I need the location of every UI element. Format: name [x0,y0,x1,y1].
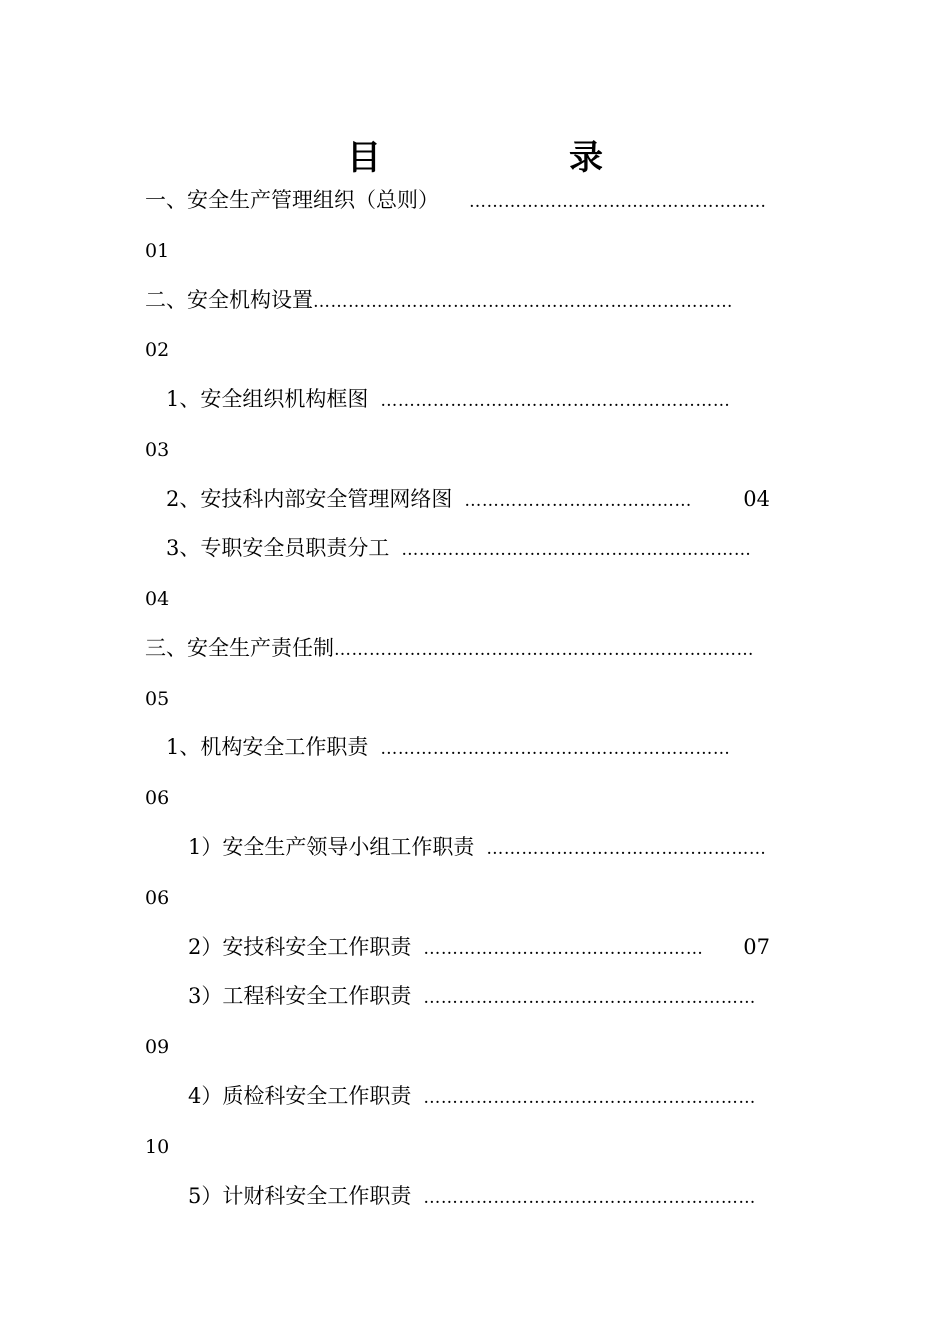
toc-leader-dots: ………………………………………………… [423,1188,756,1208]
toc-entry [166,533,803,565]
toc-leader-dots: ……………………………………………………………… [334,640,754,660]
toc-entry [166,732,803,764]
page-title: 目 录 [347,138,643,178]
toc-entry-page: 04 [145,588,170,610]
toc-entry-page: 09 [145,1036,170,1058]
toc-entry-label: 一、安全生产管理组织（总则） [145,188,439,212]
toc-entry [188,832,803,864]
toc-entry-label: 4）质检科安全工作职责 [188,1084,412,1108]
toc-leader-dots: ………………………………………… [423,939,704,959]
toc-leader-dots: ………………………………… [464,491,692,511]
toc-leader-dots: …………………………………………………… [380,739,731,759]
toc-entry-label: 1）安全生产领导小组工作职责 [188,835,475,859]
toc-entry-page: 06 [145,787,170,809]
toc-leader-dots: ………………………………………………… [423,1088,756,1108]
toc-entry-page: 02 [145,339,170,361]
toc-entry [188,1081,803,1113]
toc-leader-dots: …………………………………………………… [401,540,752,560]
toc-entry-label: 1、机构安全工作职责 [166,735,369,759]
toc-entry-label: 2）安技科安全工作职责 [188,935,412,959]
toc-leader-dots: …………………………………………………… [380,391,731,411]
toc-entry-label: 5）计财科安全工作职责 [188,1184,412,1208]
toc-entry-label: 2、安技科内部安全管理网络图 [166,487,453,511]
toc-entry [188,981,803,1013]
toc-entry [145,633,803,665]
toc-entry-page: 10 [145,1136,170,1158]
toc-entry-page: 01 [145,240,170,262]
toc-leader-dots: ………………………………………… [486,839,767,859]
toc-entry-label: 二、安全机构设置 [145,288,313,312]
toc-entry-page: 04 [743,487,770,511]
toc-entry-page: 03 [145,439,170,461]
toc-entry [166,484,770,516]
toc-leader-dots: …………………………………………… [469,192,767,212]
toc-entry [145,285,803,317]
toc-entry-page: 05 [145,688,170,710]
toc-entry-page: 06 [145,887,170,909]
toc-entry [188,932,770,964]
toc-entry-label: 1、安全组织机构框图 [166,387,369,411]
toc-leader-dots: ………………………………………………… [423,988,756,1008]
toc-entry-page: 07 [743,935,770,959]
toc-entry [166,384,803,416]
toc-entry-label: 3、专职安全员职责分工 [166,536,390,560]
toc-leader-dots: ……………………………………………………………… [313,292,733,312]
toc-entry [188,1181,803,1213]
toc-entry [145,185,803,217]
toc-entry-label: 三、安全生产责任制 [145,636,334,660]
toc-entry-label: 3）工程科安全工作职责 [188,984,412,1008]
